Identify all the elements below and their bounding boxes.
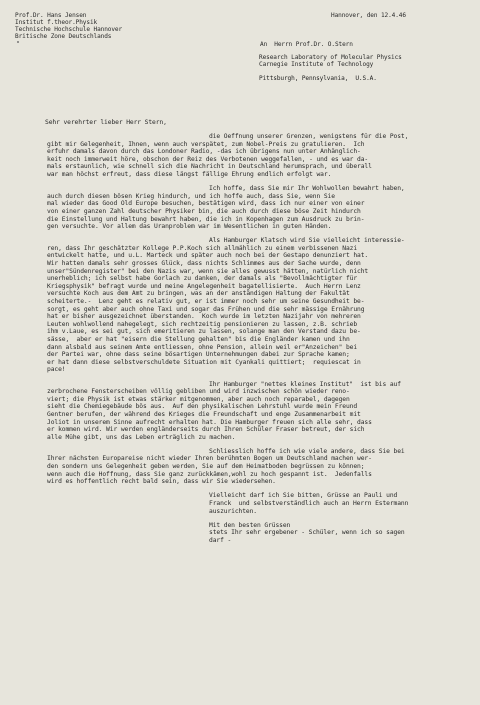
letter-line: unser"Sündenregister" bei den Nazis war, wenn sie alles gewusst hätten, natürlich nicht (47, 267, 369, 275)
letter-line: war man höchst erfreut, dass diese längst fällige Ehrung endlich erfolgt war. (47, 171, 332, 178)
recipient-line: An Herrn Prof.Dr. O.Stern (260, 41, 353, 48)
letter-line: der Partei war, ohne dass seine bösartigen Unternehmungen dabei zur Sprache kamen; (47, 351, 350, 359)
letter-line: wenn auch die Hoffnung, dass Sie ganz zurückkämen,wohl zu hoch gespannt ist. Jedenfalls (47, 470, 372, 478)
letter-line: gibt mir Gelegenheit, Ihnen, wenn auch verspätet, zum Nobel-Preis zu gratulieren. Ich (47, 140, 365, 148)
letter-line: versuchte Koch aus dem Amt zu bringen, was an der anständigen Haltung der Fakultät (47, 290, 350, 298)
ink-mark (17, 41, 19, 43)
salutation: Sehr verehrter lieber Herr Stern, (45, 119, 167, 126)
letter-line: Schliesslich hoffe ich wie viele andere, dass Sie bei (209, 447, 405, 455)
recipient-city: Pittsburgh, Pennsylvania, U.S.A. (259, 75, 377, 82)
letter-line: ihm v.Laue, es sei gut, sich emeritieren zu lassen, solange man den Verstand dazu be- (47, 328, 361, 336)
letter-line: Leuten wohlwollend nahegelegt, sich rechtzeitig pensionieren zu lassen, z.B. schrieb (47, 320, 358, 328)
sender-line: Technische Hochschule Hannover (15, 26, 123, 33)
letter-line: Vielleicht darf ich Sie bitten, Grüsse an Pauli und (209, 492, 398, 500)
letter-line: wird es hoffentlich recht bald sein, dass wir Sie wiedersehen. (47, 478, 276, 486)
sender-line: Britische Zone Deutschlands (15, 33, 112, 40)
letter-line: die Oeffnung unserer Grenzen, wenigstens für die Post, (209, 133, 409, 140)
letter-line: entwickelt hatte, und u.L. Marteck und später auch noch bei der Gestapo denunziert hat. (47, 252, 369, 260)
letter-line: dann alsbald aus seinem Amte entliessen, ohne Pension, allein weil er"Anzeichen" bei (47, 343, 358, 351)
letter-line: Joliot in unserem Sinne aufrecht erhalten hat. Die Hamburger freuen sich alle sehr, dass (47, 418, 372, 426)
letter-line: viert; die Physik ist etwas stärker mitgenommen, aber auch noch reparabel, dagegen (47, 395, 350, 403)
sender-line: Institut f.theor.Physik (15, 19, 98, 26)
letter-line: Als Hamburger Klatsch wird Sie vielleicht interessie- (209, 237, 405, 245)
letter-line: Gentner berufen, der während des Krieges die Freundschaft und enge Zusammenarbeit mit (47, 410, 361, 418)
letter-line: unerheblich; ich selbst habe Gorlach zu danken, der damals als "Bevollmächtigter für (47, 275, 358, 283)
letter-line: zerbrochene Fensterscheiben völlig gebliben und wird inzwischen schön wieder reno- (47, 388, 350, 396)
letter-line: er kommen wird. Wir werden engländerseits durch Ihren Schüler Fraser betreut, der sich (47, 426, 365, 434)
letter-line: auch durch diesen bösen Krieg hindurch, und ich hoffe auch, dass Sie, wenn Sie (47, 192, 335, 200)
letter-line: pace! (47, 366, 66, 374)
letter-line: erfuhr damals davon durch das Londoner Radio, -das ich übrigens nun unter Anhänglich- (47, 148, 361, 156)
letter-line: keit noch immerweit höre, obschon der Reiz des Verbotenen weggefallen, - und es war da- (47, 155, 369, 163)
letter-line: hat er bisher ausgezeichnet überstanden. Koch wurde im letzten Nazijahr von mehreren (47, 313, 361, 321)
letter-line: sässe, aber er hat "eisern die Stellung gehalten" bis die Engländer kamen und ihn (47, 336, 350, 343)
letter-line: mals erstaunlich, wie schnell sich die Nachricht in Deutschland herumsprach, und überall (47, 163, 372, 171)
letter-line: Ich hoffe, dass Sie mir Ihr Wohlwollen bewahrt haben, (209, 185, 405, 193)
letter-line: stets Ihr sehr ergebener - Schüler, wenn ich so sagen (209, 529, 405, 537)
sender-line: Prof.Dr. Hans Jensen (15, 12, 87, 19)
letter-line: Ihrer nächsten Europareise nicht wieder Ihren berühmten Bogen um Deutschland machen wer- (47, 455, 372, 463)
letter-line: Ihr Hamburger "nettes kleines Institut" ist bis auf (209, 380, 401, 388)
letter-line: den sondern uns Gelegenheit geben werden, Sie auf dem Heimatboden begrüssen zu können; (47, 463, 365, 470)
date-line: Hannover, den 12.4.46 (331, 12, 406, 19)
letter-line: sieht die Chemiegebäude bös aus. Auf den physikalischen Lehrstuhl wurde mein Freund (47, 403, 358, 411)
letter-line: scheiterte.- Lenz geht es relativ gut, er ist immer noch sehr um seine Gesundheit be- (47, 298, 365, 305)
letter-line: gen versuchte. Vor allem das Uranproblem war im Wesentlichen in guten Händen. (47, 223, 332, 231)
letter-line: von einer ganzen Zahl deutscher Physiker bin, die auch durch diese böse Zeit hindurch (47, 207, 361, 215)
recipient-line: Carnegie Institute of Technology (259, 61, 374, 68)
letter-line: Franck und selbstverständlich auch an Herrn Estermann (209, 499, 409, 507)
letter-line: sorgt, es geht aber auch ohne Taxi und sogar das Frühen und die sehr mässige Ernährung (47, 305, 365, 313)
letter-line: die Einstellung und Haltung bewahrt haben, die ich in Kopenhagen zum Ausdruck zu brin- (47, 215, 365, 223)
letter-line: darf - (209, 536, 232, 544)
letter-line: Wir hatten damals sehr grosses Glück, dass nichts Schlimmes aus der Sache wurde, denn (47, 260, 361, 267)
letter-line: er hat dann diese selbstverschuldete Situation mit Cyankali quittiert; requiescat in (47, 358, 361, 366)
letter-line: Mit den besten Grüssen (209, 521, 291, 529)
letter-line: mal wieder das Good Old Europe besuchen, bestätigen wird, dass ich nur einer von einer (47, 200, 365, 208)
recipient-line: Research Laboratory of Molecular Physics (259, 54, 402, 61)
letter-line: auszurichten. (209, 507, 257, 515)
letter-line: alle Mühe gibt, uns das Leben erträglich zu machen. (47, 433, 236, 441)
letter-line: ren, dass Ihr geschätzter Kollege P.P.Koch sich allmählich zu einem verbissenen Nazi (47, 244, 358, 252)
letter-line: Kriegsphysik" befragt wurde und meine Angelegenheit bagatellisierte. Auch Herrn Lenz (47, 282, 361, 290)
